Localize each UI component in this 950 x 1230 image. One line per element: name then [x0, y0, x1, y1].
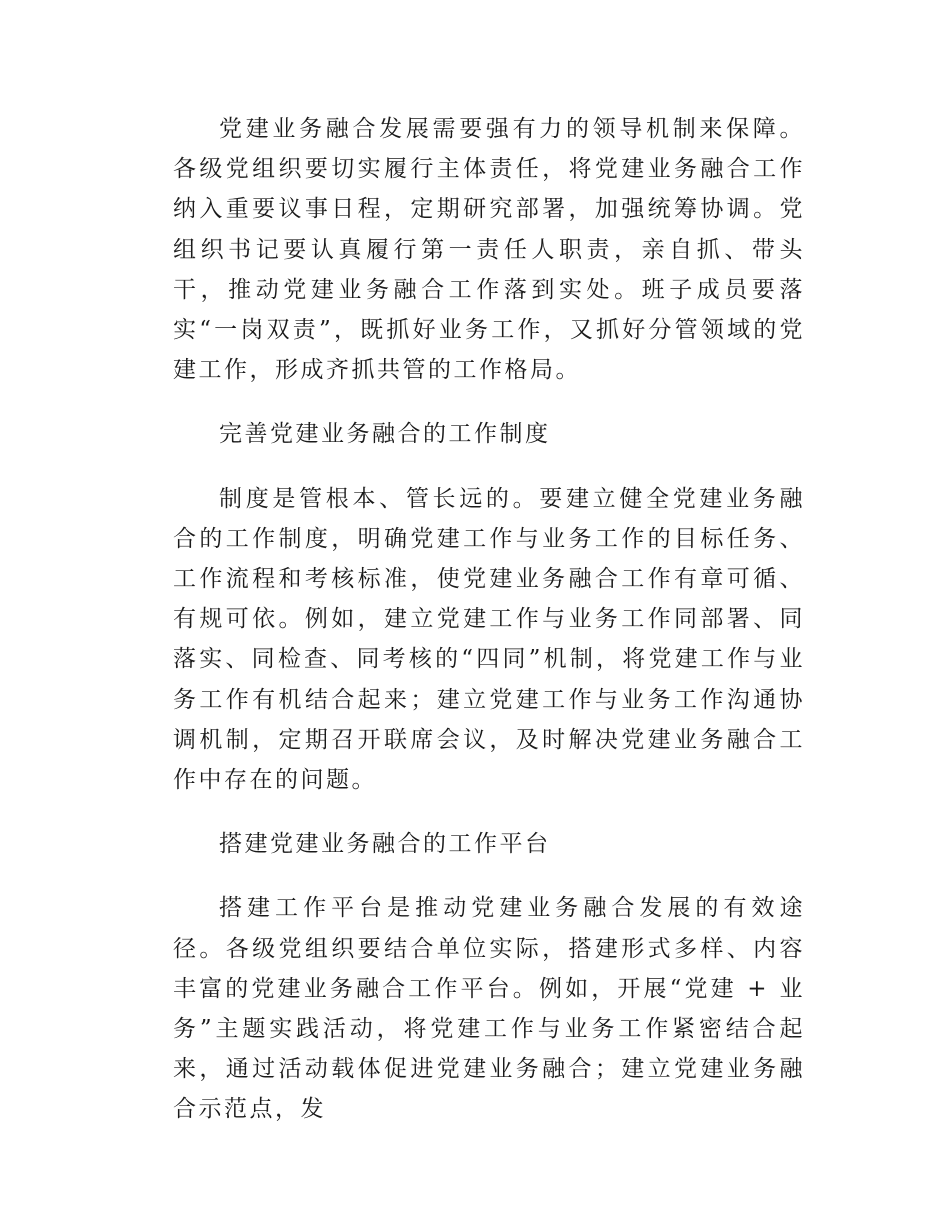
section-heading-work-platform: 搭建党建业务融合的工作平台 — [219, 831, 551, 858]
paragraph-work-platform: 搭建工作平台是推动党建业务融合发展的有效途径。各级党组织要结合单位实际，搭建形式多样、内容丰富的党建业务融合工作平台。例如，开展“党建 + 业务”主题实践活动，将党建工作与业务工作紧密结合起来，通过活动载体促进党建业务融合；建立党建业务融合示范点，发 — [173, 895, 805, 1123]
paragraph-leadership-mechanism: 党建业务融合发展需要强有力的领导机制来保障。各级党组织要切实履行主体责任，将党建业务融合工作纳入重要议事日程，定期研究部署，加强统筹协调。党组织书记要认真履行第一责任人职责，亲自抓、带头干，推动党建业务融合工作落到实处。班子成员要落实“一岗双责”，既抓好业务工作，又抓好分管领域的党建工作，形成齐抓共管的工作格局。 — [173, 116, 805, 384]
document-body — [173, 109, 805, 1154]
section-heading-work-system: 完善党建业务融合的工作制度 — [219, 421, 551, 448]
paragraph-work-system: 制度是管根本、管长远的。要建立健全党建业务融合的工作制度，明确党建工作与业务工作的目标任务、工作流程和考核标准，使党建业务融合工作有章可循、有规可依。例如，建立党建工作与业务工作同部署、同落实、同检查、同考核的“四同”机制，将党建工作与业务工作有机结合起来；建立党建工作与业务工作沟通协调机制，定期召开联席会议，及时解决党建业务融合工作中存在的问题。 — [173, 485, 805, 794]
